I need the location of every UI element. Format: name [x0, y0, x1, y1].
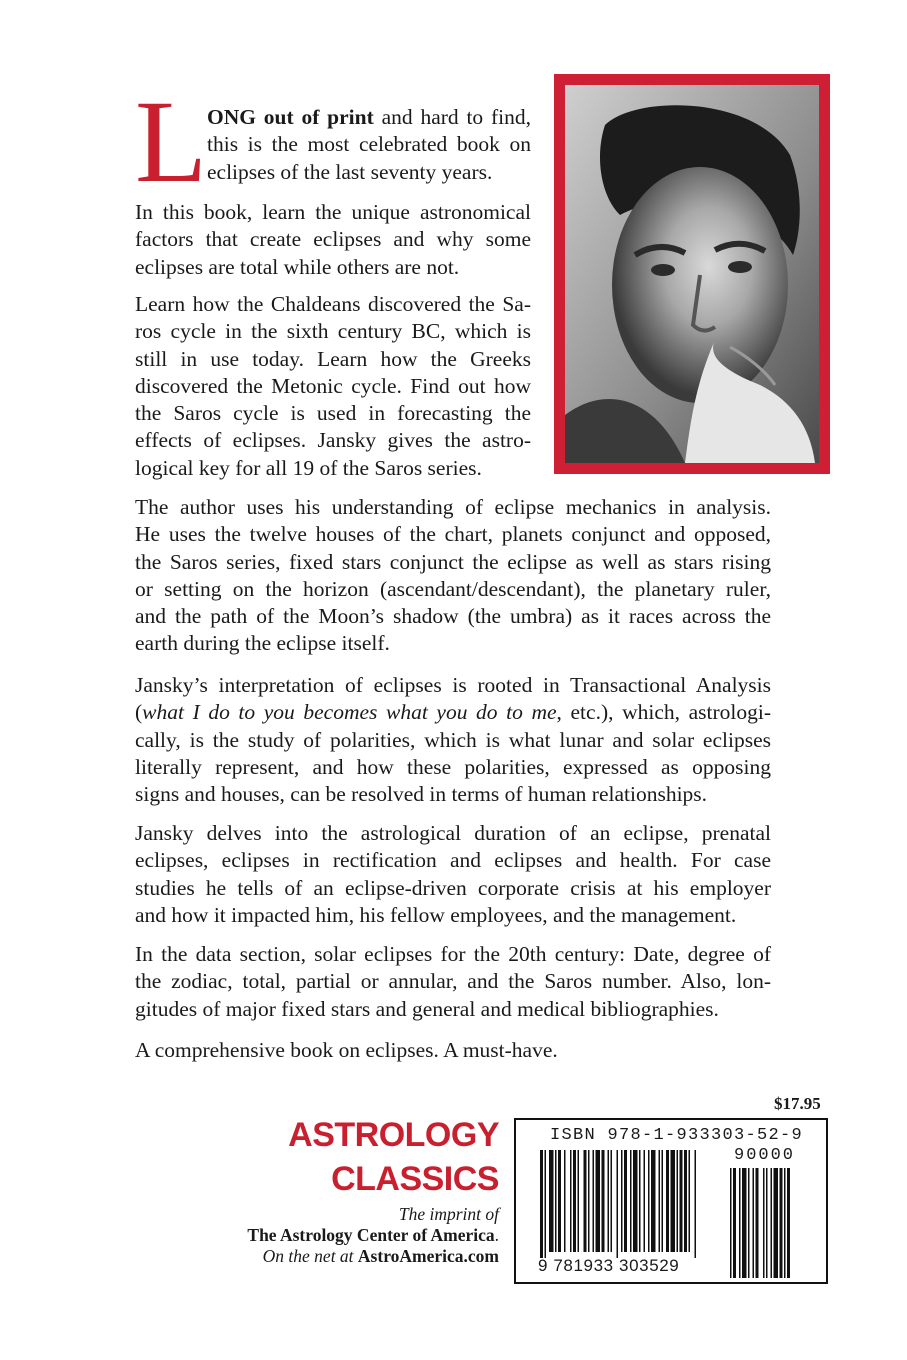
barcode-bar	[564, 1150, 566, 1252]
barcode-bar	[545, 1150, 547, 1258]
paragraph-transactional-analysis: Jansky’s interpretation of eclipses is rooted in Transactional Analysis (what I do to you becomes what you do to me, etc.), which, astrologi- cally, is the study of polarities, which is what lunar and solar eclipses literally represent, and how these polarities, expressed as opposing signs and houses, can be resolved in terms of human relationships.	[135, 673, 771, 807]
addon-bar	[753, 1168, 755, 1278]
addon-bar	[787, 1168, 790, 1278]
intro-paragraph: ONG out of print and hard to find, this is the most celebrated book on eclipses of the last seventy years.	[207, 105, 531, 184]
barcode-bar	[662, 1150, 664, 1252]
addon-bar	[756, 1168, 759, 1278]
barcode-bar	[695, 1150, 697, 1258]
barcode-bar	[684, 1150, 687, 1252]
barcode-bar	[624, 1150, 627, 1252]
paragraph-astronomical-factors: In this book, learn the unique astronomical factors that create eclipses and why some eclipses are total while others are not.	[135, 200, 531, 279]
author-photo-frame	[554, 74, 830, 474]
barcode-bar	[633, 1150, 638, 1252]
price-label: $17.95	[774, 1094, 821, 1113]
author-portrait-image	[565, 85, 819, 463]
barcode-bar	[588, 1150, 590, 1252]
publisher-brand-line1: ASTROLOGY	[288, 1116, 499, 1154]
barcode-bar	[573, 1150, 576, 1252]
barcode-bar	[549, 1150, 554, 1252]
drop-cap-letter: L	[135, 76, 208, 207]
barcode-bar	[671, 1150, 676, 1252]
addon-bar	[742, 1168, 747, 1278]
paragraph-author-analysis: The author uses his understanding of eclipse mechanics in analysis. He uses the twelve houses of the chart, planets conjunct and opposed, the Saros series, fixed stars conjunct the eclipse as well as stars rising or setting on the horizon (ascendant/descendant), the planetary ruler, and the path of the Moon’s shadow (the umbra) as it races across the earth during the eclipse itself.	[135, 495, 771, 656]
barcode-bar	[608, 1150, 610, 1252]
barcode-bar	[644, 1150, 646, 1252]
addon-bar	[739, 1168, 741, 1278]
barcode-bar	[570, 1150, 572, 1252]
addon-bar	[766, 1168, 768, 1278]
barcode-bar	[677, 1150, 679, 1252]
barcode-bar	[680, 1150, 683, 1252]
addon-bar	[784, 1168, 786, 1278]
barcode-bar	[651, 1150, 656, 1252]
italic-quote: what I do to you becomes what you do to me	[142, 700, 557, 725]
addon-bar	[774, 1168, 779, 1278]
paragraph-data-section: In the data section, solar eclipses for the 20th century: Date, degree of the zodiac, total, partial or annular, and the Saros number. Also, lon- gitudes of major fixed stars and general and medical bibliographies.	[135, 942, 771, 1021]
publisher-website: AstroAmerica.com	[357, 1246, 499, 1266]
paragraph-summary: A comprehensive book on eclipses. A must-have.	[135, 1038, 558, 1062]
imprint-line3: On the net at AstroAmerica.com	[262, 1246, 499, 1266]
isbn-text: ISBN 978-1-933303-52-9	[550, 1126, 804, 1145]
barcode-bar	[540, 1150, 543, 1258]
barcode-bar	[596, 1150, 601, 1252]
addon-bar	[733, 1168, 736, 1278]
addon-bar	[748, 1168, 750, 1278]
barcode-bar	[555, 1150, 557, 1252]
barcode-bar	[584, 1150, 587, 1252]
barcode-bar	[578, 1150, 580, 1252]
intro-bold-phrase: ONG out of print	[207, 105, 374, 129]
barcode-bar	[611, 1150, 613, 1252]
barcode-bar	[648, 1150, 650, 1252]
ean-digits: 9 781933 303529	[538, 1256, 680, 1275]
barcode-bar	[602, 1150, 605, 1252]
imprint-line1: The imprint of	[398, 1204, 499, 1224]
addon-bar	[780, 1168, 783, 1278]
paragraph-chaldeans: Learn how the Chaldeans discovered the Sa- ros cycle in the sixth century BC, which is still in use today. Learn how the Greeks discovered the Metonic cycle. Find out how the Saros cycle is used in forecasting the effects of eclipses. Jansky gives the astro- logical key for all 19 of the Saros series.	[135, 292, 531, 480]
barcode-bar	[593, 1150, 595, 1252]
addon-bar	[771, 1168, 773, 1278]
barcode-bar	[659, 1150, 661, 1252]
paragraph-duration-and-case-studies: Jansky delves into the astrological duration of an eclipse, prenatal eclipses, eclipses in rectification and eclipses and health. For case studies he tells of an eclipse-driven corporate crisis at his employer and how it impacted him, his fellow employees, and the management.	[135, 821, 771, 927]
barcode-bar	[558, 1150, 561, 1252]
barcode-bar	[639, 1150, 641, 1252]
imprint-line2: The Astrology Center of America.	[247, 1225, 499, 1245]
barcode-bar	[621, 1150, 623, 1252]
addon-bar	[763, 1168, 765, 1278]
price-addon-code: 90000	[734, 1146, 796, 1165]
publisher-brand-line2: CLASSICS	[331, 1160, 499, 1198]
barcode-bar	[689, 1150, 691, 1252]
barcode-bar	[617, 1150, 619, 1258]
isbn-barcode	[514, 1118, 828, 1284]
barcode-bar	[630, 1150, 632, 1252]
author-photo	[565, 85, 819, 463]
barcode-bar	[666, 1150, 669, 1252]
addon-bar	[730, 1168, 732, 1278]
